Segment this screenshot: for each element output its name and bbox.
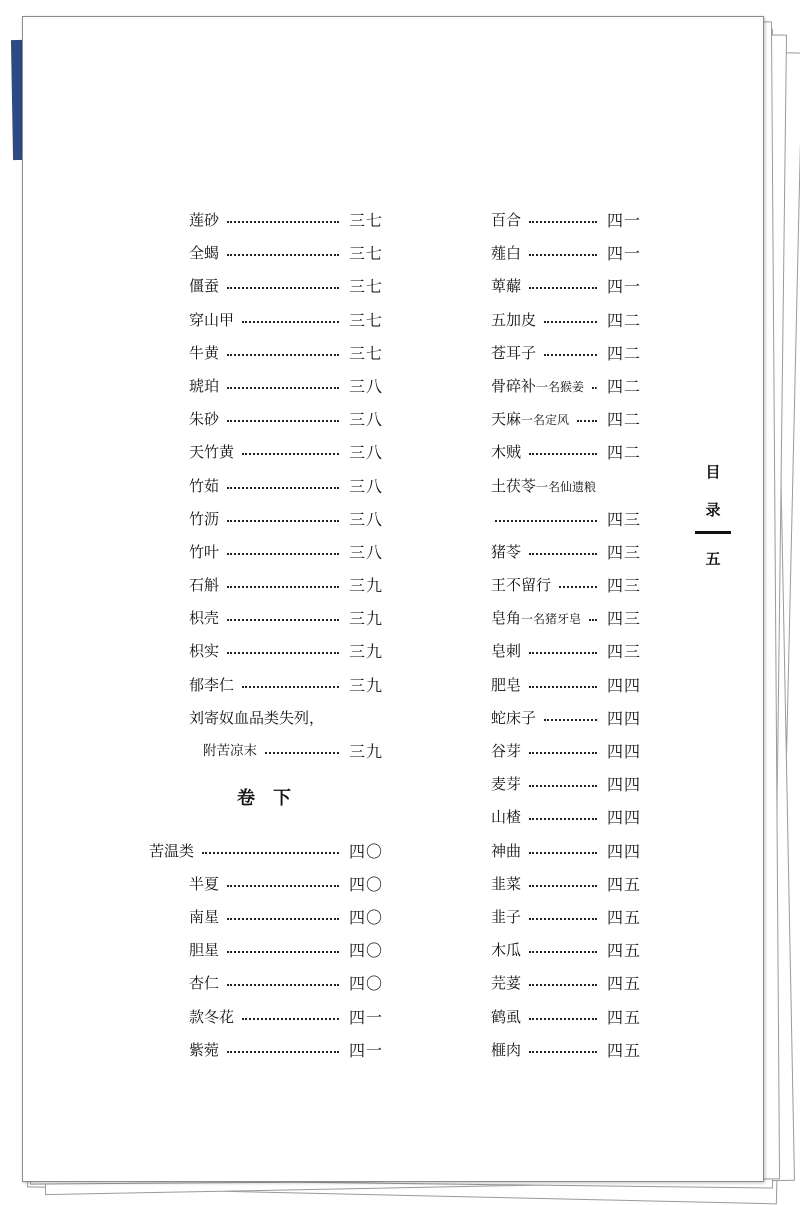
entry-page-number: 三九 [348, 609, 383, 629]
dot-leader [227, 352, 339, 356]
dot-leader [227, 916, 339, 920]
entry-title [189, 669, 234, 702]
entry-title-text: 韭菜 [491, 874, 522, 893]
dot-leader [227, 385, 339, 389]
entry-page-number: 四〇 [348, 841, 383, 861]
entry-title-text: 胆星 [189, 941, 220, 960]
dot-leader [544, 717, 597, 721]
entry-page-number: 四〇 [348, 941, 383, 961]
entry-page-number: 四五 [606, 874, 641, 894]
entry-title [189, 1034, 219, 1067]
entry-title [491, 270, 521, 303]
entry-page-number: 三九 [348, 576, 383, 596]
entry-title [491, 237, 521, 270]
toc-entry [149, 270, 383, 303]
entry-title [491, 1034, 521, 1067]
entry-title-text: 麦芽 [491, 775, 522, 794]
toc-entry [149, 635, 383, 668]
entry-title [491, 602, 581, 636]
entry-title-text: 半夏 [189, 874, 220, 893]
entry-page-number: 三八 [348, 476, 383, 496]
entry-title-text: 竹沥 [189, 509, 220, 528]
dot-leader [242, 684, 339, 688]
entry-title-text: 石斛 [189, 576, 220, 595]
volume-heading: 卷下 [237, 788, 309, 810]
section-label: 录 [705, 501, 721, 519]
entry-page-number: 四四 [606, 742, 641, 761]
dot-leader [227, 650, 339, 654]
entry-title [189, 602, 219, 635]
entry-page-number: 四三 [606, 609, 641, 629]
toc-entry [149, 669, 383, 702]
toc-entry [149, 204, 383, 237]
entry-title [189, 204, 219, 237]
entry-page-number: 四五 [606, 907, 641, 927]
toc-entry [149, 503, 383, 536]
entry-title [491, 669, 521, 702]
dot-leader [529, 1016, 597, 1020]
entry-title [189, 536, 219, 569]
entry-title [189, 270, 219, 303]
entry-page-number: 四〇 [348, 974, 383, 994]
dot-leader [559, 584, 597, 588]
entry-title [491, 967, 521, 1000]
entry-page-number: 四〇 [348, 874, 383, 894]
dot-leader [202, 850, 339, 854]
entry-page-number: 四三 [606, 509, 641, 529]
dot-leader [592, 385, 597, 389]
entry-title [491, 470, 596, 504]
entry-page-number: 三七 [348, 211, 383, 230]
entry-title-text: 全蝎 [189, 244, 220, 263]
entry-page-number: 三九 [348, 675, 383, 695]
toc-entry [451, 602, 641, 635]
toc-right-column [451, 204, 641, 1067]
entry-title-text: 皂刺 [491, 642, 522, 661]
toc-entry [451, 735, 641, 768]
entry-title-text: 紫菀 [189, 1040, 220, 1059]
dot-leader [242, 451, 339, 455]
toc-entry [451, 901, 641, 934]
toc-left-column [149, 204, 383, 1067]
entry-page-number: 四三 [606, 642, 641, 662]
section-label: 目 [705, 463, 721, 481]
toc-entry [451, 835, 641, 868]
entry-page-number: 四二 [606, 343, 641, 363]
dot-leader [227, 1049, 339, 1053]
running-header [688, 453, 738, 578]
toc-entry [149, 901, 383, 934]
entry-page-number: 三八 [348, 542, 383, 562]
toc-entry [451, 370, 641, 403]
dot-leader [544, 352, 597, 356]
entry-page-number: 四三 [606, 542, 641, 562]
entry-page-number: 三八 [348, 509, 383, 529]
entry-page-number: 四二 [606, 376, 641, 396]
entry-title [491, 702, 536, 735]
dot-leader [529, 1049, 597, 1053]
entry-title-text: 苦温类 [149, 841, 195, 860]
entry-title-text: 天竹黄 [189, 443, 235, 462]
dot-leader [589, 617, 597, 621]
entry-page-number: 三九 [348, 742, 383, 761]
entry-page-number: 四五 [606, 1007, 641, 1027]
document-page [22, 16, 764, 1182]
dot-leader [242, 319, 339, 323]
toc-entry [451, 569, 641, 602]
entry-page-number: 四五 [606, 1040, 641, 1060]
entry-title-text: 韭子 [491, 907, 522, 926]
toc-entry [451, 801, 641, 834]
toc-entry [451, 536, 641, 569]
entry-title [491, 868, 521, 901]
entry-title [491, 835, 521, 868]
toc-entry [451, 403, 641, 436]
dot-leader [227, 219, 339, 223]
entry-title-text: 芫荽 [491, 974, 522, 993]
entry-title [491, 403, 569, 437]
dot-leader [529, 684, 597, 688]
entry-title-text: 杏仁 [189, 974, 220, 993]
dot-leader [529, 949, 597, 953]
entry-title-text: 朱砂 [189, 410, 220, 429]
toc-entry [451, 470, 641, 503]
entry-title-text: 山楂 [491, 808, 522, 827]
entry-title [491, 934, 521, 967]
entry-title [491, 436, 521, 469]
toc-entry [149, 370, 383, 403]
toc-entry [149, 304, 383, 337]
toc-entry [149, 337, 383, 370]
dot-leader [529, 982, 597, 986]
dot-leader [242, 1016, 339, 1020]
dot-leader [529, 551, 597, 555]
toc-entry [149, 1001, 383, 1034]
dot-leader [529, 650, 597, 654]
dot-leader [265, 750, 339, 754]
entry-title [189, 370, 219, 403]
entry-title-text: 竹叶 [189, 542, 220, 561]
entry-page-number: 三八 [348, 443, 383, 463]
entry-title-text: 木贼 [491, 443, 522, 462]
entry-title [189, 635, 219, 668]
toc-entry [451, 337, 641, 370]
toc-entry [451, 270, 641, 303]
entry-title [491, 304, 536, 337]
entry-page-number: 四五 [606, 974, 641, 994]
dot-leader [529, 816, 597, 820]
dot-leader [529, 285, 597, 289]
entry-title-text: 土茯苓 [491, 476, 537, 495]
entry-title [189, 237, 219, 270]
toc-entry [149, 868, 383, 901]
dot-leader [529, 883, 597, 887]
entry-title [491, 768, 521, 801]
entry-title-text: 苍耳子 [491, 343, 537, 362]
entry-page-number: 四三 [606, 576, 641, 596]
entry-alias: 一名仙遗粮 [536, 479, 597, 494]
dot-leader [495, 518, 597, 522]
entry-page-number: 四一 [348, 1007, 383, 1027]
entry-page-number: 三八 [348, 410, 383, 430]
toc-entry [149, 602, 383, 635]
entry-title [189, 337, 219, 370]
entry-title-text: 榧肉 [491, 1040, 522, 1059]
toc-entry [451, 967, 641, 1000]
dot-leader [529, 451, 597, 455]
entry-page-number: 四四 [606, 708, 641, 728]
entry-title [491, 337, 536, 370]
entry-title-text: 木瓜 [491, 941, 522, 960]
dot-leader [227, 982, 339, 986]
entry-page-number: 三八 [348, 376, 383, 396]
toc-entry [149, 967, 383, 1000]
entry-title [203, 735, 257, 768]
entry-title-text: 竹茹 [189, 476, 220, 495]
header-rule [695, 531, 731, 534]
dot-leader [529, 850, 597, 854]
dot-leader [544, 319, 597, 323]
entry-page-number: 四二 [606, 443, 641, 463]
toc-entry [149, 237, 383, 270]
dot-leader [529, 783, 597, 787]
entry-title [189, 1001, 234, 1034]
entry-title-text: 琥珀 [189, 376, 220, 395]
entry-title [491, 1001, 521, 1034]
entry-title [189, 470, 219, 503]
entry-page-number: 三七 [348, 343, 383, 363]
entry-title-text: 南星 [189, 907, 220, 926]
toc-entry [149, 702, 383, 735]
entry-alias: 一名定风 [521, 413, 570, 428]
entry-title-text: 五加皮 [491, 310, 537, 329]
entry-title [491, 204, 521, 237]
dot-leader [227, 418, 339, 422]
page-number: 五 [705, 550, 721, 568]
toc-entry [149, 934, 383, 967]
entry-title [189, 702, 324, 735]
dot-leader [227, 485, 339, 489]
entry-title-text: 猪苓 [491, 542, 522, 561]
toc-entry [451, 1034, 641, 1067]
dot-leader [227, 518, 339, 522]
entry-title-text: 萆薢 [491, 277, 522, 296]
entry-title [491, 569, 551, 602]
toc-entry [451, 934, 641, 967]
entry-title-text: 骨碎补 [491, 376, 537, 395]
entry-page-number: 四一 [606, 277, 641, 297]
toc-entry [149, 436, 383, 469]
entry-title [491, 901, 521, 934]
entry-page-number: 四五 [606, 941, 641, 961]
entry-title-text: 莲砂 [189, 211, 220, 229]
entry-page-number: 四〇 [348, 907, 383, 927]
entry-page-number: 四四 [606, 775, 641, 795]
toc-entry [149, 569, 383, 602]
entry-title [491, 735, 521, 768]
entry-page-number: 三七 [348, 277, 383, 297]
entry-title-text: 枳实 [189, 642, 220, 661]
toc-entry [149, 1034, 383, 1067]
entry-page-number: 四四 [606, 808, 641, 828]
entry-title-text: 蛇床子 [491, 708, 537, 727]
entry-title-text: 附苦凉末 [203, 743, 257, 759]
entry-page-number: 四一 [606, 211, 641, 230]
entry-title [189, 569, 219, 602]
entry-title-text: 僵蚕 [189, 277, 220, 296]
entry-title [189, 967, 219, 1000]
entry-title [189, 868, 219, 901]
entry-title [189, 934, 219, 967]
entry-title-text: 谷芽 [491, 742, 522, 760]
entry-page-number: 四四 [606, 841, 641, 861]
entry-title-text: 枳壳 [189, 609, 220, 628]
toc-entry [149, 403, 383, 436]
entry-page-number: 三七 [348, 310, 383, 330]
entry-title [491, 536, 521, 569]
entry-title-text: 天麻 [491, 410, 522, 429]
dot-leader [227, 617, 339, 621]
toc-entry [451, 304, 641, 337]
dot-leader [227, 584, 339, 588]
toc-entry [451, 237, 641, 270]
entry-title-text: 郁李仁 [189, 675, 235, 694]
toc-entry [149, 735, 383, 768]
toc-entry [149, 536, 383, 569]
entry-title-text: 刘寄奴血品类失列， [189, 708, 325, 727]
toc-entry [149, 835, 383, 868]
dot-leader [529, 750, 597, 754]
entry-title-text: 皂角 [491, 609, 522, 628]
entry-title-text: 穿山甲 [189, 310, 235, 329]
entry-title-text: 薤白 [491, 244, 522, 263]
toc-entry [451, 204, 641, 237]
dot-leader [529, 252, 597, 256]
dot-leader [227, 285, 339, 289]
volume-heading-row [149, 768, 383, 834]
entry-title-text: 王不留行 [491, 576, 552, 595]
entry-title-text: 神曲 [491, 841, 522, 860]
entry-title-text: 款冬花 [189, 1007, 235, 1026]
entry-title-text: 百合 [491, 211, 522, 229]
toc-entry [451, 868, 641, 901]
entry-page-number: 四一 [606, 244, 641, 264]
entry-alias: 一名猪牙皂 [521, 612, 582, 627]
entry-title [491, 635, 521, 668]
entry-title [491, 370, 584, 404]
entry-page-number: 四二 [606, 310, 641, 330]
dot-leader [577, 418, 597, 422]
dot-leader [529, 219, 597, 223]
toc-entry [451, 503, 641, 536]
toc-entry [451, 436, 641, 469]
entry-page-number: 四一 [348, 1040, 383, 1060]
toc-entry [451, 768, 641, 801]
toc-entry [451, 702, 641, 735]
entry-title [189, 436, 234, 469]
dot-leader [529, 916, 597, 920]
entry-title [189, 403, 219, 436]
entry-title-text: 肥皂 [491, 675, 522, 694]
dot-leader [227, 252, 339, 256]
toc-entry [451, 1001, 641, 1034]
entry-title [491, 801, 521, 834]
entry-title [189, 503, 219, 536]
entry-title-text: 牛黄 [189, 343, 220, 362]
toc-entry [149, 470, 383, 503]
entry-page-number: 三九 [348, 642, 383, 662]
dot-leader [227, 949, 339, 953]
entry-title [189, 901, 219, 934]
entry-title-text: 鹤虱 [491, 1007, 522, 1026]
entry-page-number: 四四 [606, 675, 641, 695]
entry-page-number: 三七 [348, 244, 383, 264]
dot-leader [227, 551, 339, 555]
entry-page-number: 四二 [606, 410, 641, 430]
dot-leader [227, 883, 339, 887]
toc-entry [451, 635, 641, 668]
entry-alias: 一名猴姜 [536, 379, 585, 394]
entry-title [149, 835, 194, 868]
entry-title [189, 304, 234, 337]
toc-entry [451, 669, 641, 702]
